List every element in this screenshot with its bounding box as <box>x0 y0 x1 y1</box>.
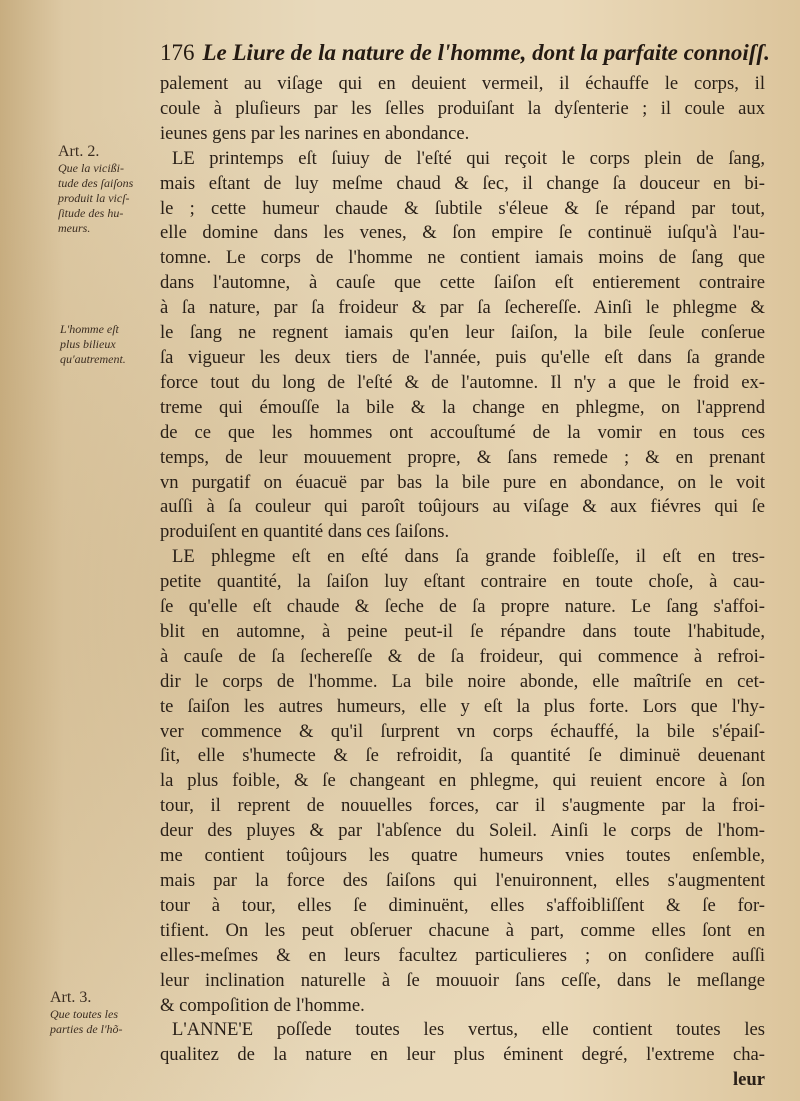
margin-note-line: qu'autrement. <box>60 352 126 366</box>
margin-note-line: tude des ſaiſons <box>58 176 134 190</box>
text-line: dir le corps de l'homme. La bile noire abonde, elle maîtriſe en cet- <box>160 670 765 692</box>
text-line: temps, de leur mouuement propre, & ſans remede ; & en prenant <box>160 446 765 468</box>
text-line: ſit, elle s'humecte & ſe refroidit, ſa quantité ſe diminuë deuenant <box>160 745 765 767</box>
text-line: la plus foible, & ſe changeant en phlegme, qui reuient encore à ſon <box>160 770 765 792</box>
text-line: de ce que les hommes ont accouſtumé de la vomir en tous ces <box>160 421 765 443</box>
text-line: & compoſition de l'homme. <box>160 994 365 1016</box>
article-label: Art. 2. <box>58 143 100 160</box>
running-title: Le Liure de la nature de l'homme, dont la parfaite connoiſſ. <box>202 40 770 65</box>
text-line: treme qui émouſſe la bile & la change en phlegme, on l'apprend <box>160 396 765 418</box>
catchword: leur <box>732 1069 765 1091</box>
margin-note-line: plus bilieux <box>60 337 116 351</box>
margin-note-art-3 <box>50 990 160 1037</box>
text-line: tomne. Le corps de l'homme ne contient iamais moins de ſang que <box>160 247 765 269</box>
text-line: elles-meſmes & en leurs facultez particulieres ; on conſidere auſſi <box>160 944 765 966</box>
text-line: LE printemps eſt ſuiuy de l'eſté qui reçoit le corps plein de ſang, <box>172 147 765 169</box>
text-line: palement au viſage qui en deuient vermeil, il échauffe le corps, il <box>160 73 765 94</box>
margin-note-line: Que la vicißi- <box>58 161 124 175</box>
text-line: ieunes gens par les narines en abondance. <box>160 122 470 144</box>
margin-note-line: Que toutes les <box>50 1007 118 1021</box>
text-line: ſa vigueur les deux tiers de l'année, puis qu'elle eſt dans ſa grande <box>160 346 765 368</box>
text-line: qualitez de la nature en leur plus éminent degré, l'extreme cha- <box>160 1044 765 1066</box>
body-text <box>160 72 765 1093</box>
text-line: tour, il reprent de nouuelles forces, car il s'augmente par la froi- <box>160 795 765 817</box>
text-line: le ſang ne regnent iamais qu'en leur ſaiſon, la bile ſeule conſerue <box>160 322 765 344</box>
margin-note-line: produit la vicſ- <box>58 191 130 205</box>
text-line: vn purgatif on éuacuë par bas la bile pure en abondance, on le voit <box>160 471 765 493</box>
article-label: Art. 3. <box>50 989 92 1006</box>
text-line: mais par la force des ſaiſons qui l'enuironnent, elles s'augmentent <box>160 870 765 891</box>
margin-note-line: L'homme eſt <box>60 322 119 336</box>
text-line: mais eſtant de luy meſme chaud & ſec, il change ſa douceur en bi- <box>160 172 765 194</box>
text-line: blit en automne, à peine peut-il ſe répandre dans toute l'habitude, <box>160 620 765 642</box>
text-line: dans l'automne, à cauſe que cette ſaiſon eſt entierement contraire <box>160 272 765 294</box>
margin-note-line: ſitude des hu- <box>58 206 124 220</box>
text-line: L'ANNE'E poſſede toutes les vertus, elle contient toutes les <box>172 1019 765 1041</box>
text-line: tifient. On les peut obſeruer chacune à part, comme elles ſont en <box>160 919 765 941</box>
margin-note-line: meurs. <box>58 221 91 235</box>
margin-note-art-2 <box>58 144 168 236</box>
text-line: me contient toûjours les quatre humeurs vnies toutes enſemble, <box>160 845 765 867</box>
text-line: petite quantité, la ſaiſon luy eſtant contraire en toute choſe, à cau- <box>160 571 765 593</box>
text-line: le ; cette humeur chaude & ſubtile s'éleue & ſe répand par tout, <box>160 197 765 219</box>
margin-note-bile <box>60 322 170 367</box>
text-line: elle domine dans les venes, & ſon empire ſe continuë iuſqu'à l'au- <box>160 222 765 244</box>
text-line: force tout du long de l'eſté & de l'automne. Il n'y a que le froid ex- <box>160 371 765 393</box>
text-line: auſſi à ſa couleur qui paroît toûjours au viſage & aux fiévres qui ſe <box>160 496 765 518</box>
text-line: LE phlegme eſt en eſté dans ſa grande foibleſſe, il eſt en tres- <box>172 546 765 568</box>
text-line: produiſent en quantité dans ces ſaiſons. <box>160 521 450 543</box>
text-line: tour à tour, elles ſe diminuënt, elles s'affoibliſſent & ſe for- <box>160 894 765 916</box>
text-line: ſe qu'elle eſt chaude & ſeche de ſa propre nature. Le ſang s'affoi- <box>160 596 765 618</box>
running-header <box>160 40 780 66</box>
text-line: te ſaiſon les autres humeurs, elle y eſt la plus forte. Lors que l'hy- <box>160 695 765 717</box>
text-line: leur inclination naturelle à ſe mouuoir ſans ceſſe, dans le meſlange <box>160 969 765 991</box>
text-line: à cauſe de ſa ſechereſſe & de ſa froideur, qui commence à refroi- <box>160 645 765 667</box>
margin-note-line: parties de l'hõ- <box>50 1022 123 1036</box>
page-number: 176 <box>160 40 195 65</box>
text-line: à ſa nature, par ſa froideur & par ſa ſechereſſe. Ainſi le phlegme & <box>160 297 765 319</box>
text-line: coule à pluſieurs par les ſelles produiſant la dyſenterie ; il coule aux <box>160 97 765 119</box>
text-line: ver commence & qu'il ſurprent vn corps échauffé, la bile s'épaiſ- <box>160 720 765 742</box>
text-line: deur des pluyes & par l'abſence du Soleil. Ainſi le corps de l'hom- <box>160 820 765 842</box>
